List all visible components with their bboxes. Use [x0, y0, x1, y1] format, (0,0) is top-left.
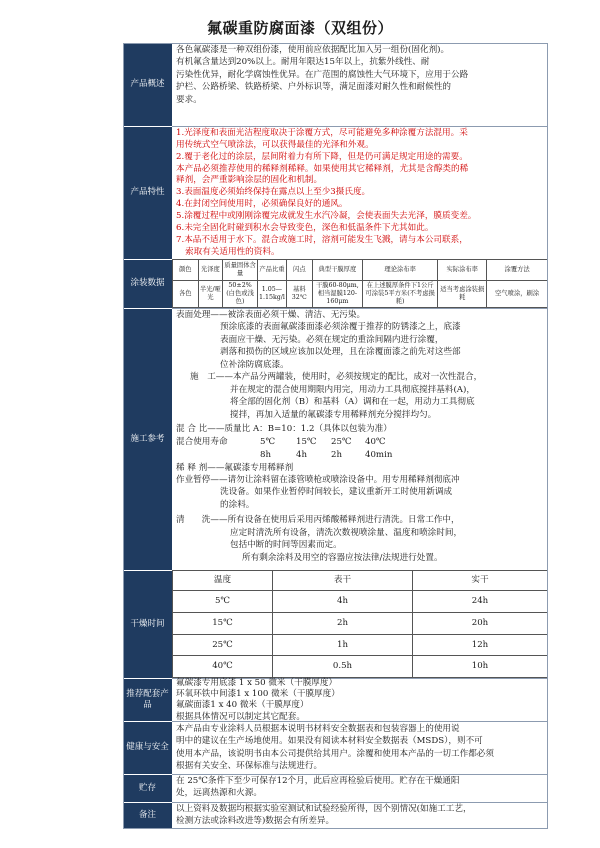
- drying-cell: 24h: [413, 591, 548, 613]
- text-line: 清 洗——所有设备在使用后采用丙烯酸稀释剂进行清洗。日常工作中，: [176, 515, 460, 526]
- recommended-text: [172, 678, 548, 723]
- text-line: 应定时清洗所有设备，清洗次数视喷涂量、温度和喷涂时间，: [230, 527, 463, 538]
- spec-header: 产品比重: [257, 260, 286, 281]
- text-line: 本产品必须推荐使用的稀释剂稀释。如果使用其它稀释剂，尤其是含醇类的稀: [176, 163, 469, 174]
- text-line: 表面应干燥、无污染。必须在规定的重涂间隔内进行涂覆，: [220, 334, 444, 345]
- drying-cell: 15℃: [173, 612, 273, 634]
- text-line: 包括中断的时间等因素而定。: [230, 540, 342, 551]
- text-line: 有机氟含量达到20%以上。耐用年限达15年以上，抗紫外线性、耐: [176, 57, 430, 68]
- text-line: 使用本产品，该说明书由本公司提供给其用户。涂覆和使用本产品的一切工作都必须: [176, 748, 494, 759]
- pot-life-block: [176, 436, 544, 462]
- text-line: 护栏、公路桥梁、铁路桥梁、户外标识等，满足面漆对耐久性和耐候性的: [176, 82, 452, 93]
- text-line: 洗设备。如果作业暂停时间较长，建议重新开工时使用新调成: [220, 487, 453, 498]
- drying-cell: 10h: [413, 656, 548, 678]
- text-line: 明中的建议在生产场地使用。如果没有阅读本材料安全数据表（MSDS），则不可: [176, 736, 483, 747]
- text-line: 根据有关安全、环保标准与法规进行。: [176, 761, 323, 772]
- text-line: 作业暂停——请勿让涂料留在漆管喷枪或喷涂设备中。用专用稀释剂彻底冲: [176, 474, 460, 485]
- label-drying-time: 干燥时间: [123, 570, 172, 678]
- text-line: 要求。: [176, 94, 202, 105]
- text-line: 氟碳漆专用底漆 1 x 50 微米（干膜厚度）: [176, 678, 338, 688]
- spec-value: 1.05—1.15kg/l: [257, 281, 286, 308]
- text-line: 在 25℃条件下至少可保存12个月，此后应再检验后使用。贮存在干燥通阳: [176, 776, 460, 786]
- application-text: [172, 309, 548, 564]
- text-line: 本产品由专业涂料人员根据本说明书材料安全数据表和包装容器上的使用说: [176, 724, 460, 734]
- text-line: 环氧环铁中间漆1 x 100 微米（干膜厚度）: [176, 689, 340, 700]
- pot-life-value: 4h: [296, 449, 308, 460]
- page-title: 氟碳重防腐面漆（双组份）: [206, 19, 393, 37]
- pot-life-value: 8h: [260, 449, 272, 460]
- drying-row: [173, 612, 548, 634]
- pot-life-label: 混合使用寿命: [176, 436, 228, 447]
- label-overview: 产品概述: [123, 43, 172, 126]
- drying-row: [173, 634, 548, 656]
- drying-header-row: [173, 571, 548, 591]
- text-line: 氟碳面漆1 x 40 微米（干膜厚度）: [176, 700, 309, 711]
- thinner: 稀 释 剂——氟碳漆专用稀释剂: [176, 462, 294, 473]
- spec-value: 各色: [173, 281, 199, 308]
- pot-life-value: 2h: [331, 449, 343, 460]
- spec-value: 干膜60-80μm,相当湿膜120-160μm: [312, 281, 362, 308]
- text-line: 检测方法或涂料改进等)数据会有所差异。: [176, 816, 335, 827]
- mix-ratio: 混 合 比——质量比 A：B=10：1.2（具体以包装为准）: [176, 424, 392, 435]
- spec-header: 涂覆方法: [487, 260, 548, 281]
- text-line: 并在规定的混合使用期限内用完，用动力工具彻底搅拌基料(A)，: [230, 384, 475, 395]
- label-health-safety: 健康与安全: [123, 721, 172, 774]
- features-text: [172, 128, 548, 258]
- label-remarks: 备注: [123, 802, 172, 829]
- drying-cell: 40℃: [173, 656, 273, 678]
- spec-value: 基料32℃: [286, 281, 312, 308]
- text-line: 将全部的固化剂（B）和基料（A）调和在一起，用动力工具彻底: [230, 397, 475, 408]
- text-line: 的涂料。: [220, 499, 255, 510]
- drying-cell: 20h: [413, 612, 548, 634]
- drying-header: 实干: [413, 571, 548, 591]
- text-line: 1.光泽度和表面光洁程度取决于涂覆方式，尽可能避免多种涂覆方法混用。采: [176, 128, 468, 138]
- spec-value: 空气喷涂，刷涂: [487, 281, 548, 308]
- label-application: 施工参考: [123, 308, 172, 570]
- spec-header: 光泽度: [198, 260, 223, 281]
- text-line: 7.本品不适用于水下。混合或施工时，溶剂可能发生飞溅，请与本公司联系，: [176, 234, 468, 245]
- text-line: 剥落和损伤的区域应该加以处理，且在涂覆面漆之前先对这些部: [220, 347, 461, 358]
- text-line: 搅拌，再加入适量的氟碳漆专用稀释剂充分搅拌均匀。: [230, 409, 437, 420]
- overview-text: [172, 44, 548, 106]
- text-line: 根据具体情况可以制定其它配套。: [176, 711, 305, 722]
- spec-header: 质量固体含量: [223, 260, 258, 281]
- safety-text: [172, 723, 548, 773]
- text-line: 4.在封闭空间使用时，必须确保良好的通风。: [176, 199, 348, 210]
- drying-cell: 12h: [413, 634, 548, 656]
- text-line: 3.表面温度必须始终保持在露点以上至少3摄氏度。: [176, 187, 371, 198]
- spec-value: 在上述膜厚条件下1公斤可涂装5平方米(不考虑损耗): [363, 281, 438, 308]
- text-line: 位补涂防腐底漆。: [220, 359, 289, 370]
- spec-table-wrap: [172, 259, 548, 308]
- pot-life-value: 40min: [365, 449, 393, 460]
- text-line: 5.涂覆过程中或刚刚涂覆完成就发生水汽冷凝，会使表面失去光泽，膜质变差。: [176, 211, 477, 222]
- label-recommended: 推荐配套产品: [123, 678, 172, 721]
- text-line: 2.覆于老化过的涂层，层间附着力有所下降，但是仍可满足规定用途的需要。: [176, 151, 468, 162]
- spec-header: 理论涂布率: [363, 260, 438, 281]
- text-line: 各色氟碳漆是一种双组份漆，使用前应依据配比加入另一组份(固化剂)。: [176, 45, 450, 55]
- text-line: 污染性优异，耐化学腐蚀性优异。在广范围的腐蚀性大气环境下，应用于公路: [176, 69, 469, 80]
- label-coating-data: 涂装数据: [123, 259, 172, 308]
- spec-header: 闪点: [286, 260, 312, 281]
- drying-cell: 1h: [273, 634, 413, 656]
- pot-life-temp: 5℃: [260, 436, 276, 447]
- text-line: 施 工——本产品分两罐装，使用时，必须按规定的配比，成对一次性混合，: [190, 372, 483, 383]
- pot-life-temp: 15℃: [296, 436, 317, 447]
- drying-header: 表干: [273, 571, 413, 591]
- drying-row: [173, 656, 548, 678]
- text-line: 处，远离热源和火源。: [176, 788, 262, 799]
- spec-header: 颜色: [173, 260, 199, 281]
- drying-table-wrap: [172, 570, 548, 678]
- drying-cell: 25℃: [173, 634, 273, 656]
- pot-life-temp: 40℃: [365, 436, 386, 447]
- remarks-text: [172, 803, 548, 828]
- spec-table: [172, 259, 548, 308]
- storage-text: [172, 775, 548, 800]
- text-line: 6.未完全固化时碰到积水会导致变色，深色和低温条件下尤其如此。: [176, 222, 434, 233]
- drying-table: [172, 570, 548, 678]
- spec-header: 典型干膜厚度: [312, 260, 362, 281]
- drying-cell: 2h: [273, 612, 413, 634]
- text-line: 所有剩余涂料及用空的容器应按法律/法规进行处置。: [242, 552, 443, 563]
- text-line: 表面处理——被涂表面必须干燥、清洁、无污染。: [176, 310, 366, 320]
- drying-cell: 4h: [273, 591, 413, 613]
- spec-value: 适当考虑涂装损耗: [438, 281, 487, 308]
- text-line: 预涂底漆的表面氟碳漆面漆必须涂覆于推荐的防锈漆之上，底漆: [220, 322, 461, 333]
- drying-row: [173, 591, 548, 613]
- spec-header-row: [173, 260, 548, 281]
- text-line: 索取有关适用性的资料。: [185, 246, 280, 257]
- label-storage: 贮存: [123, 774, 172, 802]
- text-line: 用传统式空气喷涂法，可以获得最佳的光泽和外观。: [176, 139, 374, 150]
- text-line: 以上资料及数据均根据实验室测试和试验经验所得，因个别情况(如施工工艺，: [176, 804, 472, 814]
- label-features: 产品特性: [123, 126, 172, 259]
- text-line: 释剂，会严重影响涂层的固化和机制。: [176, 175, 323, 186]
- pot-life-temp: 25℃: [331, 436, 352, 447]
- spec-value: 半光/哑光: [198, 281, 223, 308]
- spec-value: 50±2%(白色或浅色): [223, 281, 258, 308]
- spec-value-row: [173, 281, 548, 308]
- spec-header: 实际涂布率: [438, 260, 487, 281]
- drying-cell: 0.5h: [273, 656, 413, 678]
- drying-cell: 5℃: [173, 591, 273, 613]
- drying-header: 温度: [173, 571, 273, 591]
